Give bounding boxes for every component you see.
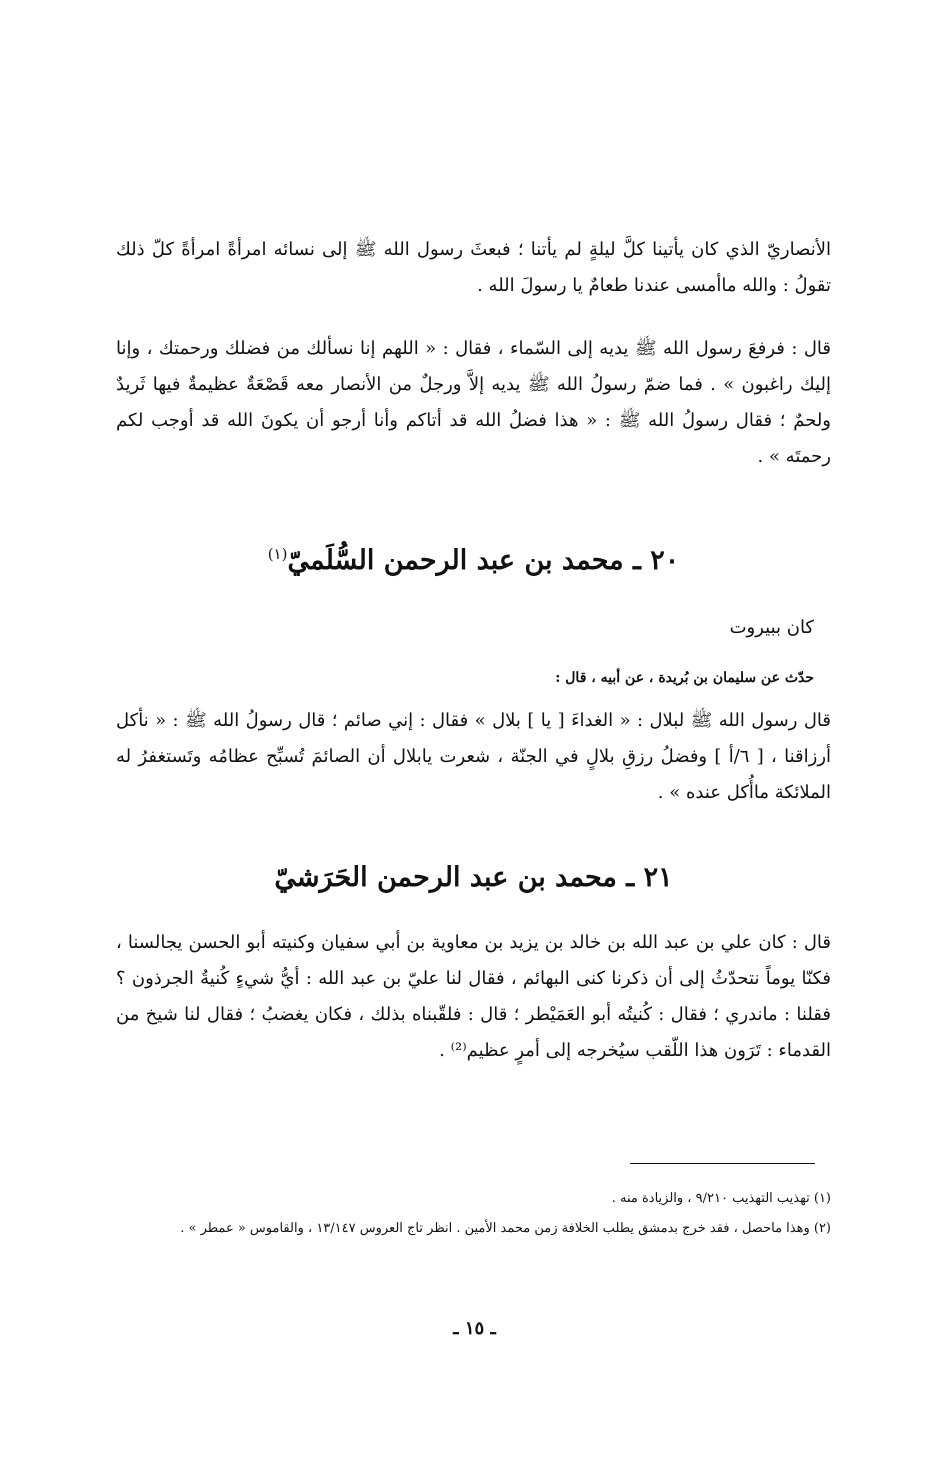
isnad-line: حدّث عن سليمان بن بُريدة ، عن أبيه ، قال : — [555, 670, 814, 686]
footnote-separator — [630, 1163, 815, 1164]
paragraph-hadith: قال رسول الله ﷺ لبلال : « الغداءَ [ يا ] بلال » فقال : إني صائم ؛ قال رسولُ الله ﷺ : « نأكل أرزاقنا ، [ ٦/أ ] وفضلُ رزقِ بلالٍ في الجنّة ، شعرت يابلال أن الصائمَ تُسبِّح عظامُه وتَستغفرُ له الملائكة ماأُكل عنده » . — [116, 710, 832, 803]
entry-heading-21: ٢١ ـ محمد بن عبد الرحمن الحَرَشيّ — [274, 862, 673, 893]
paragraph-anecdote: قال : كان علي بن عبد الله بن خالد بن يزيد بن معاوية بن أبي سفيان وكنيته أبو الحسن يجالسنا ، فكنّا يوماً نتحدّثُ إلى أن ذكرنا كنى البهائم ، فقال لنا عليّ بن عبد الله : أيُّ شيءٍ كُنيةُ الجرذون ؟ فقلنا : ماندري ؛ فقال : كُنيتُه أبو العَمَيْطر ؛ قال : فلقّبناه بذلك ، فكان يغضبُ ؛ فقال لنا شيخ من القدماء : تَرَون هذا اللّقب سيُخرجه إلى أمرٍ عظيم⁽²⁾ . — [116, 932, 831, 1061]
footnote-ref-1: (١) — [267, 545, 288, 563]
paragraph-prayer: قال : فرفعَ رسول الله ﷺ يديه إلى السّماء ، فقال : « اللهم إنا نسألك من فضلك ورحمتك ، وإنا إليك راغبون » . فما ضمّ رسولُ الله ﷺ يديه إلاَّ ورجلٌ من الأنصار معه قَصْعَةٌ عظيمةٌ فيها ثَريدٌ ولحمٌ ؛ فقال رسولُ الله ﷺ : « هذا فضلُ الله قد أتاكم وأنا أرجو أن يكونَ الله قد أوجب لكم رحمتَه » . — [116, 338, 831, 467]
entry-heading-20 — [116, 545, 831, 576]
entry-heading-20-title: ٢٠ ـ محمد بن عبد الرحمن السُّلَميّ — [287, 545, 680, 576]
footnote-1: (١) تهذيب التهذيب ٩/٢١٠ ، والزيادة منه . — [611, 1191, 831, 1206]
page-number: ـ ١٥ ـ — [453, 1318, 496, 1339]
location-line: كان ببيروت — [729, 617, 814, 638]
footnote-2: (٢) وهذا ماحصل ، فقد خرج بدمشق يطلب الخلافة زمن محمد الأمين . انظر تاج العروس ١٣/١٤٧ ، والقاموس « عمطر » . — [180, 1221, 831, 1236]
footnotes — [116, 1184, 831, 1244]
paragraph-continuation: الأنصاريّ الذي كان يأتينا كلَّ ليلةٍ لم يأتنا ؛ فبعثَ رسول الله ﷺ إلى نسائه امرأةً امرأةً كلّ ذلك تقولُ : والله ماأمسى عندنا طعامٌ يا رسولَ الله . — [116, 239, 831, 296]
